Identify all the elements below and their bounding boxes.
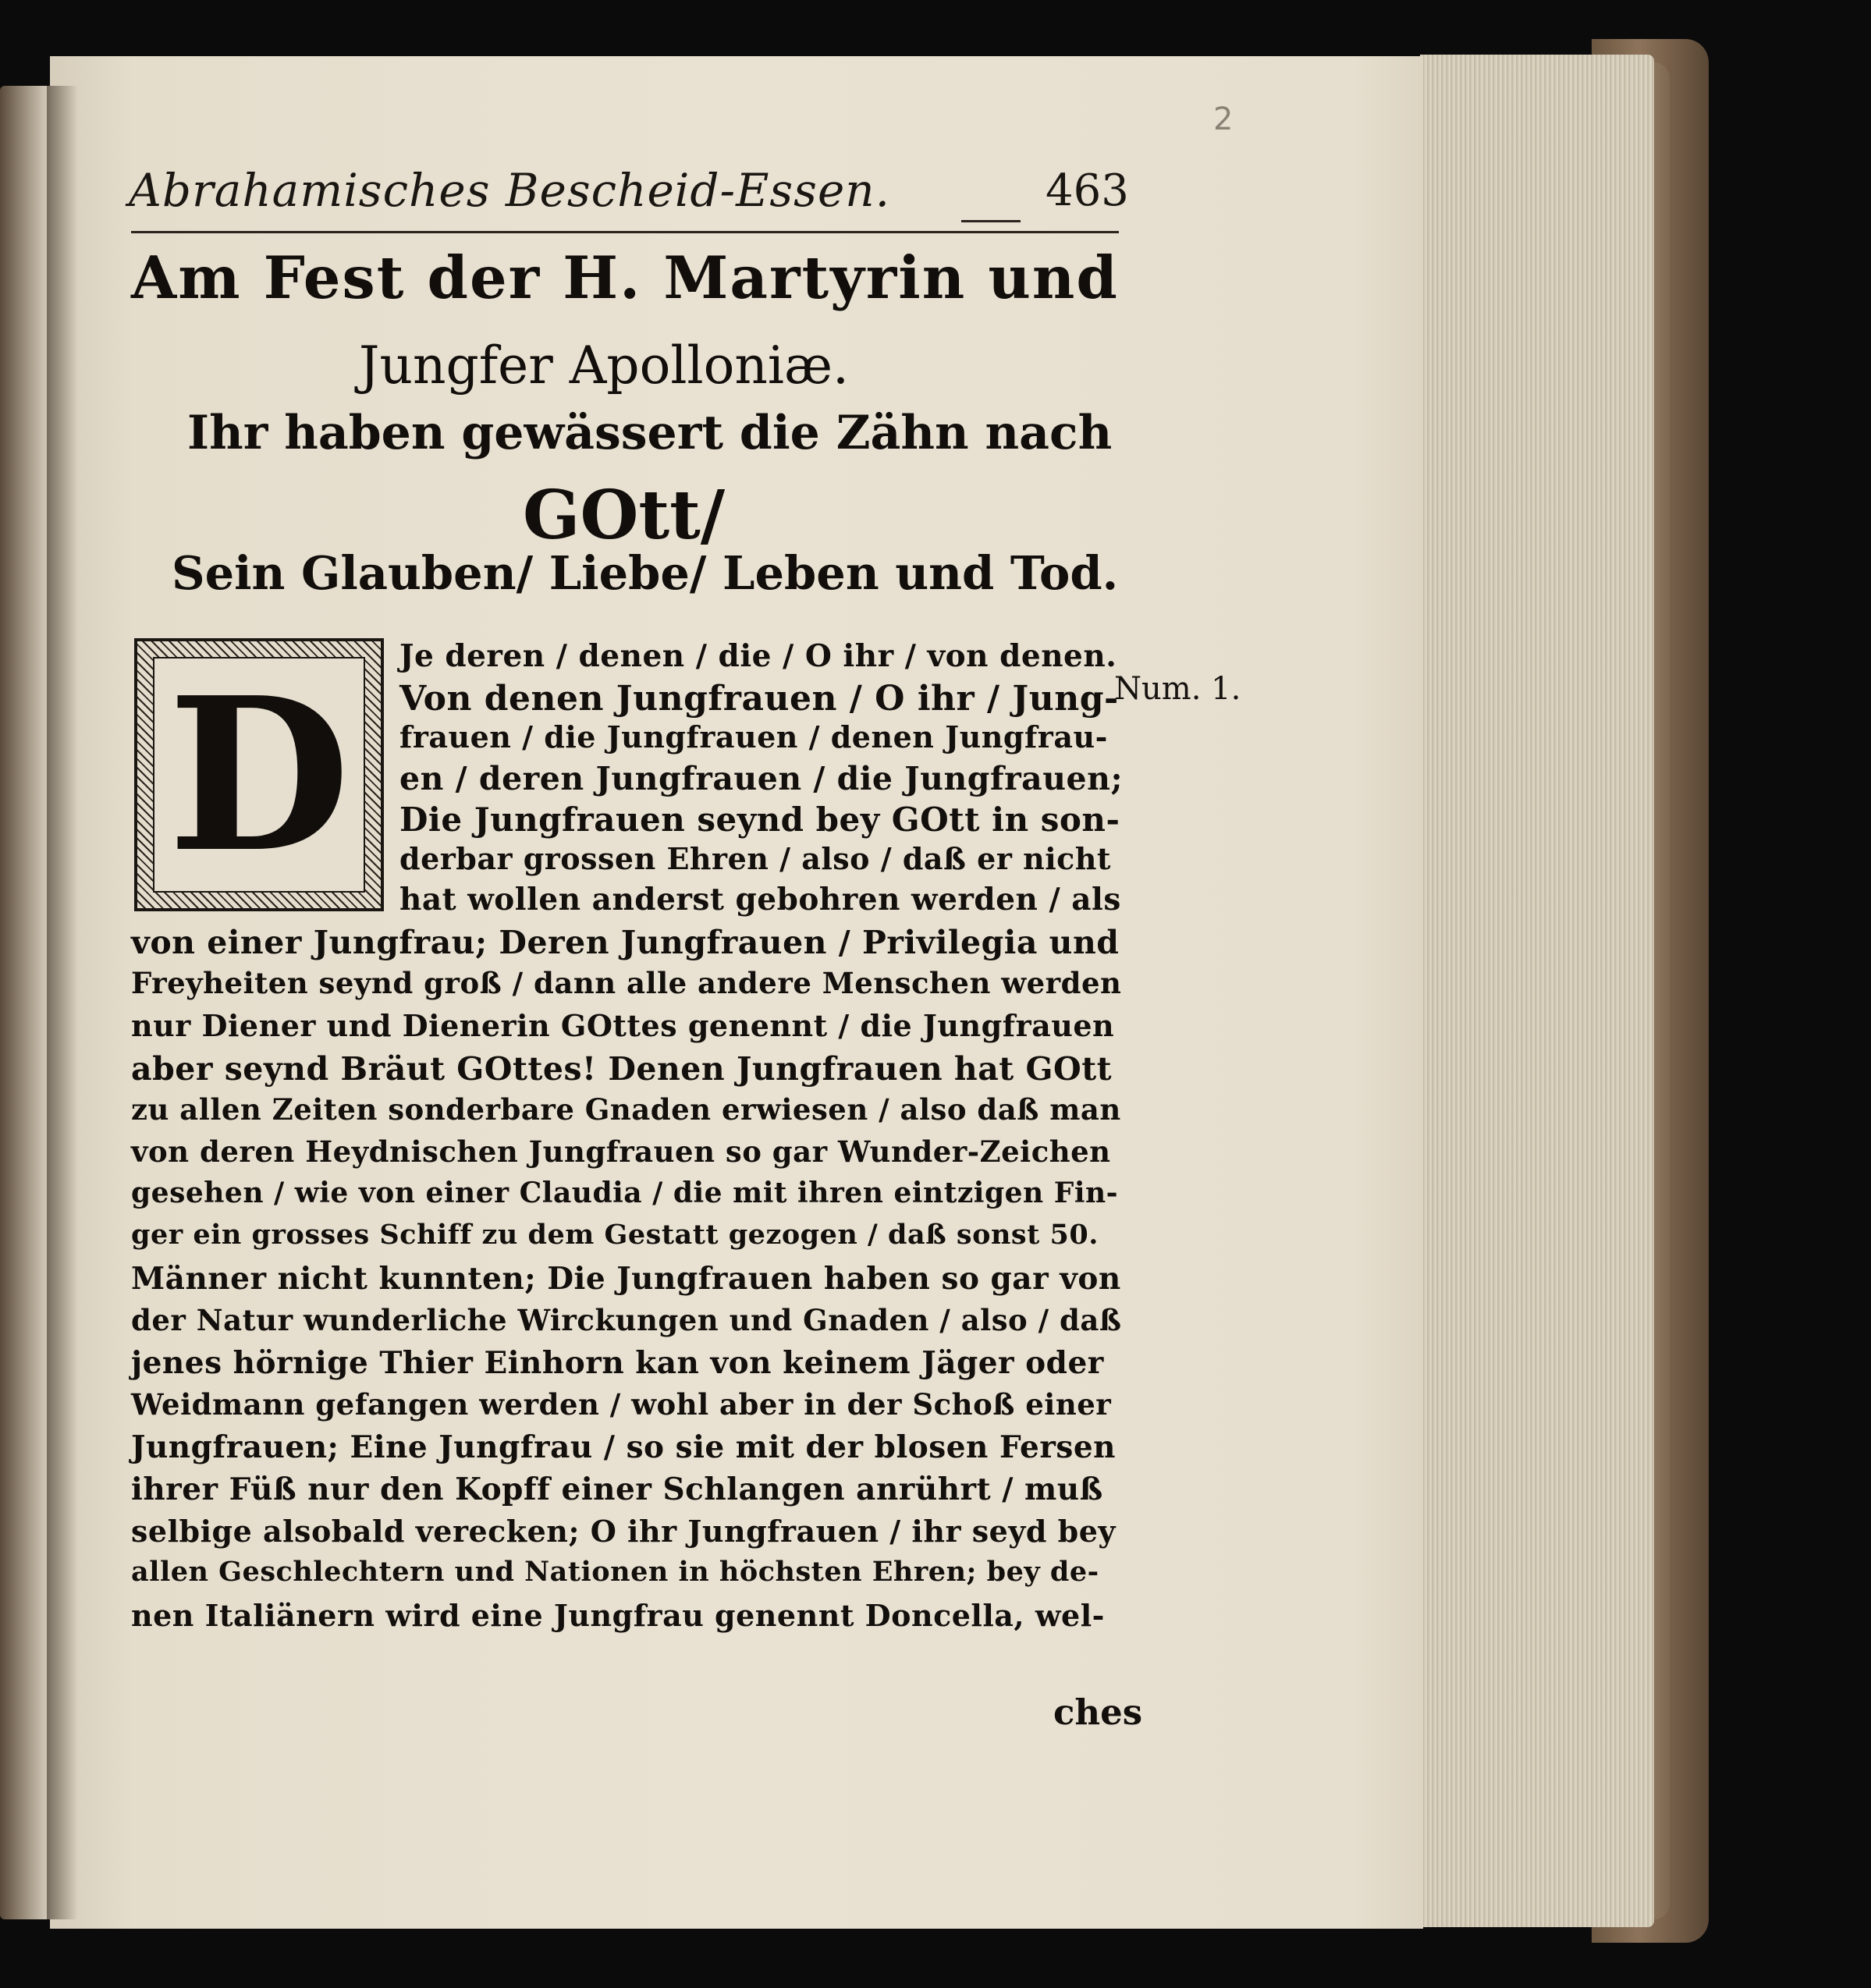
body-line: selbige alsobald verecken; O ihr Jungfrauen / ihr seyd bey [131,1514,1116,1549]
heading-line-5: Sein Glauben/ Liebe/ Leben und Tod. [172,546,1119,600]
body-line: zu allen Zeiten sonderbare Gnaden erwiesen / also daß man [131,1092,1121,1127]
body-line: Männer nicht kunnten; Die Jungfrauen haben so gar von [131,1261,1121,1297]
running-head-title: Abrahamisches Bescheid-Essen. [129,164,891,217]
page-number: 463 [1046,165,1129,216]
page-edges [1420,55,1654,1927]
running-head-dash [961,220,1021,222]
margin-note: Num. 1. [1114,671,1241,707]
body-line: derbar grossen Ehren / also / daß er nicht [399,841,1111,876]
body-line: Freyheiten seynd groß / dann alle andere Menschen werden [131,966,1122,1000]
body-line: Je deren / denen / die / O ihr / von denen. [399,638,1117,674]
body-line: frauen / die Jungfrauen / denen Jungfrau- [399,719,1108,754]
body-line: Von denen Jungfrauen / O ihr / Jung- [399,679,1119,719]
decorated-initial-frame [153,651,365,899]
body-line: aber seynd Bräut GOttes! Denen Jungfrauen hat GOtt [131,1050,1113,1088]
body-line: nen Italiänern wird eine Jungfrau genennt Doncella, wel- [131,1598,1105,1633]
body-line: nur Diener und Dienerin GOttes genennt / die Jungfrauen [131,1008,1115,1043]
heading-line-3: Ihr haben gewässert die Zähn nach [187,406,1113,460]
body-line: Die Jungfrauen seynd bey GOtt in son- [399,801,1120,839]
decorated-initial [134,638,384,911]
heading-line-2: Jungfer Apolloniæ. [359,335,849,396]
body-line: jenes hörnige Thier Einhorn kan von keinem Jäger oder [131,1345,1104,1381]
body-line: ger ein grosses Schiff zu dem Gestatt gezogen / daß sonst 50. [131,1219,1099,1251]
catchword: ches [1053,1692,1143,1733]
body-line: von einer Jungfrau; Deren Jungfrauen / Privilegia und [131,924,1120,961]
heading-line-1: Am Fest der H. Martyrin und [131,243,1119,312]
header-rule [131,231,1119,233]
spine-shadow [47,86,78,1919]
body-line: ihrer Füß nur den Kopff einer Schlangen anrührt / muß [131,1471,1103,1507]
body-line: Weidmann gefangen werden / wohl aber in der Schoß einer [131,1387,1112,1422]
body-line: gesehen / wie von einer Claudia / die mit ihren eintzigen Fin- [131,1177,1119,1209]
initial-letter: D [167,651,351,899]
body-line: en / deren Jungfrauen / die Jungfrauen; [399,760,1124,797]
body-line: von deren Heydnischen Jungfrauen so gar Wunder-Zeichen [131,1134,1111,1169]
body-line: allen Geschlechtern und Nationen in höchsten Ehren; bey de- [131,1556,1099,1588]
body-line: Jungfrauen; Eine Jungfrau / so sie mit der blosen Fersen [131,1429,1117,1465]
body-line: hat wollen anderst gebohren werden / als [399,882,1121,918]
heading-line-4: GOtt/ [523,476,726,555]
body-line: der Natur wunderliche Wirckungen und Gnaden / also / daß [131,1303,1122,1337]
pencil-mark: 2 [1213,101,1234,137]
left-page-edge [0,86,53,1919]
